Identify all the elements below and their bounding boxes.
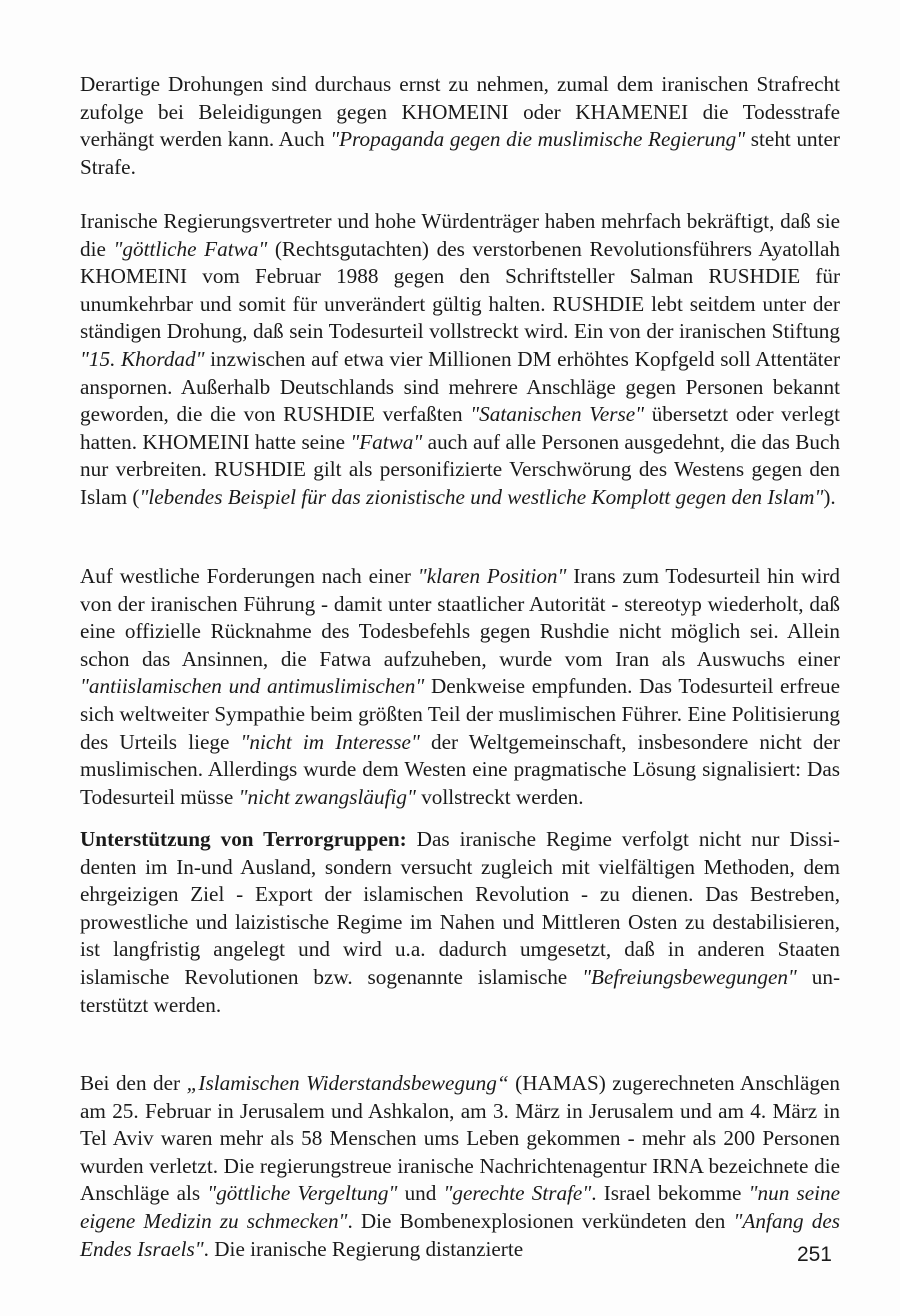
body-text: übersetzt oder verlegt hatten. KHOMEINI hatte seine	[80, 402, 841, 454]
italic-quote-text: „Islamischen Widerstandsbewegung“	[186, 1071, 509, 1095]
italic-quote-text: "antiislamischen und antimuslimischen"	[80, 674, 425, 699]
paragraph-4	[80, 826, 840, 1019]
body-text: Derartige Drohungen sind durchaus ernst zu nehmen, zumal dem iranischen Strafrecht zufolge bei Beleidigungen gegen KHOMEINI oder KHAMENEI die Todesstrafe verhängt werden kann. Auch	[80, 72, 840, 152]
body-text: und	[397, 1181, 444, 1206]
italic-quote-text: "Propaganda gegen die muslimische Regierung"	[330, 127, 746, 152]
body-text: steht unter Strafe.	[80, 127, 840, 179]
body-text: Auf westliche Forderungen nach einer	[80, 564, 418, 588]
italic-quote-text: "15. Khordad"	[80, 346, 205, 371]
paragraph-3	[80, 563, 840, 811]
body-text: Bei den der	[80, 1071, 187, 1095]
italic-quote-text: "lebendes Beispiel für das zionistische und westliche Komplott gegen den Islam"	[139, 484, 824, 509]
body-text: (HAMAS) zugerechneten Anschlägen am 25. Februar in Jerusalem und Ashkalon, am 3. März in Jerusalem und am 4. März in Tel Aviv waren mehr als 58 Menschen ums Leben gekommen - mehr als 200 Personen wurden verletzt. Die regierungstreue iranische Nachrichtenagentur IRNA bezeichnete die Anschläge als	[80, 1071, 841, 1206]
paragraph-1	[80, 71, 840, 181]
body-text: . Die iranische Regierung distanzierte	[203, 1236, 524, 1261]
paragraph-5	[80, 1070, 840, 1263]
italic-quote-text: "klaren Position"	[417, 564, 567, 588]
body-text: unterstützt werden.	[80, 964, 841, 1017]
paragraph-2	[80, 208, 840, 512]
italic-quote-text: "göttliche Vergeltung"	[207, 1181, 398, 1206]
body-text: vollstreckt werden.	[415, 784, 584, 809]
body-text: Iranische Regierungsvertreter und hohe Würdenträger haben mehrfach bekräftigt, daß sie die	[80, 209, 840, 261]
body-text: auch auf alle Personen ausgedehnt, die das Buch nur verbreiten. RUSHDIE gilt als personifizierte Verschwörung des Westens gegen den Islam (	[80, 429, 840, 509]
body-text: . Die Bombenexplosionen verkündeten den	[347, 1208, 734, 1233]
body-text: Das iranische Regime verfolgt nicht nur Dissidenten im In-und Ausland, sondern versucht zugleich mit vielfältigen Methoden, dem ehrgeizigen Ziel - Export der islamischen Revolution - zu dienen. Das Bestreben, prowestliche und laizistische Regime im Nahen und Mittleren Osten zu destabilisieren, ist langfristig angelegt und wird u.a. dadurch umgesetzt, daß in anderen Staaten islamische Revolutionen bzw. sogenannte islamische	[80, 827, 840, 989]
italic-quote-text: "nicht zwangsläufig"	[238, 784, 416, 809]
italic-quote-text: "göttliche Fatwa"	[113, 236, 268, 261]
body-text: ).	[823, 484, 836, 509]
italic-quote-text: "nun seine eigene Medizin zu schmecken"	[80, 1181, 840, 1233]
body-text: inzwischen auf etwa vier Millionen DM erhöhtes Kopfgeld soll Attentäter anspornen. Außerhalb Deutschlands sind mehrere Anschläge gegen Personen bekannt geworden, die die von RUSHDIE verfaßten	[80, 346, 840, 427]
italic-quote-text: "Befreiungsbewegungen"	[582, 964, 797, 989]
body-text: Denkweise empfunden. Das Todesurteil erfreue sich weltweiter Sympathie beim größten Teil der muslimischen Führer. Eine Politisierung des Urteils liege	[80, 674, 840, 754]
body-text: Irans zum Todesurteil hin wird von der iranischen Führung - damit unter staatlicher Autorität - stereotyp wiederholt, daß eine offizielle Rücknahme des Todesbefehls gegen Rushdie nicht möglich sei. Allein schon das Ansinnen, die Fatwa aufzuheben, wurde vom Iran als Auswuchs einer	[80, 564, 840, 671]
italic-quote-text: "Satanischen Verse"	[470, 402, 645, 427]
italic-quote-text: "nicht im Interesse"	[240, 729, 420, 754]
italic-quote-text: "Fatwa"	[350, 429, 423, 454]
body-text: der Weltgemeinschaft, insbesondere nicht der muslimischen. Allerdings wurde dem Westen eine pragmatische Lösung signalisiert: Das Todesurteil müsse	[80, 729, 840, 809]
italic-quote-text: "gerechte Strafe"	[443, 1181, 592, 1206]
body-text: (Rechtsgutachten) des verstorbenen Revolutionsführers Ayatollah KHOMEINI vom Februar 1988 gegen den Schriftsteller Salman RUSHDIE für unumkehrbar und somit für unverändert gültig halten. RUSHDIE lebt seitdem unter der ständigen Drohung, daß sein Todesurteil vollstreckt wird. Ein von der iranischen Stiftung	[80, 236, 840, 344]
italic-quote-text: "Anfang des Endes Israels"	[80, 1208, 840, 1261]
body-text: . Israel bekomme	[591, 1181, 749, 1206]
bold-heading-text: Unterstützung von Terrorgruppen:	[80, 827, 407, 851]
page-number: 251	[796, 1243, 832, 1266]
